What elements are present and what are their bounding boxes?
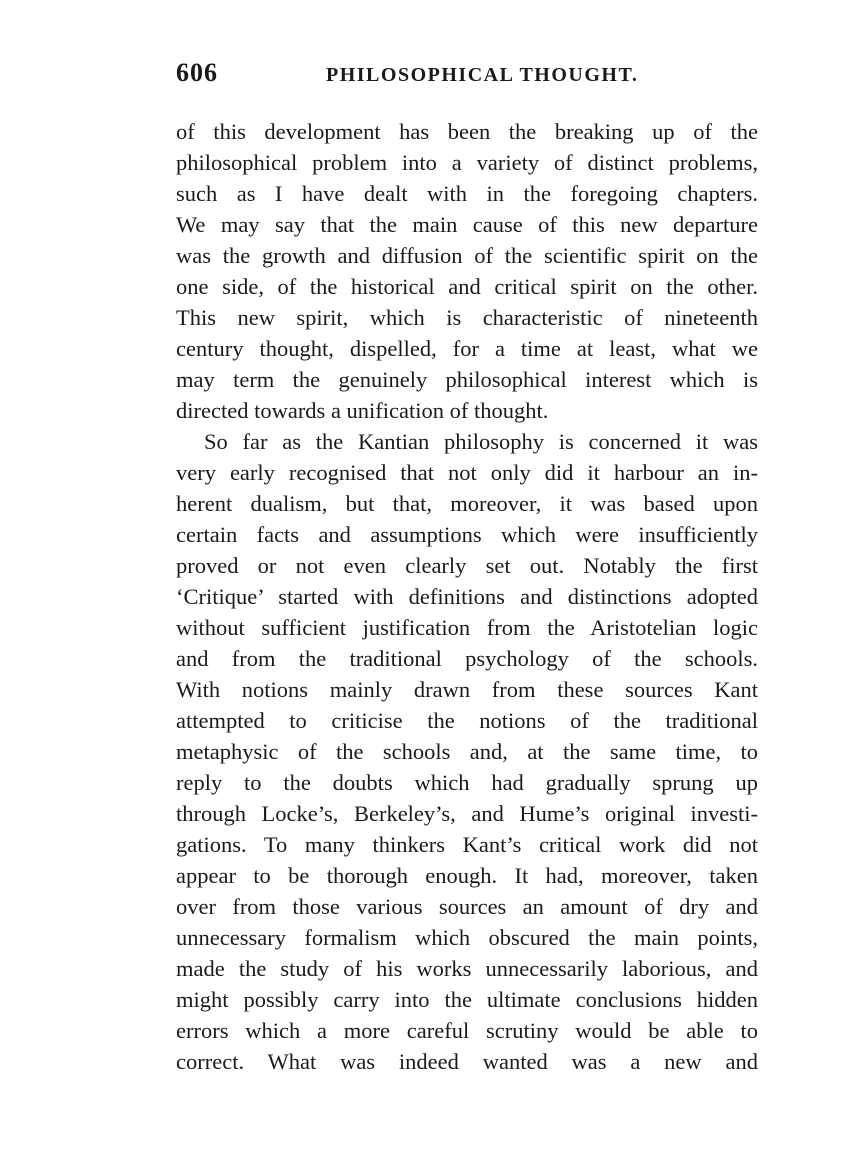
text-line: reply to the doubts which had gradually sprung up [176,770,758,795]
text-line: without sufficient justification from the Aristotelian logic [176,615,758,640]
text-line: herent dualism, but that, moreover, it was based upon [176,491,758,516]
text-line: certain facts and assumptions which were insufficiently [176,522,758,547]
text-line: over from those various sources an amount of dry and [176,894,758,919]
text-line: appear to be thorough enough. It had, moreover, taken [176,863,758,888]
running-head [176,58,758,94]
text-line: unnecessary formalism which obscured the main points, [176,925,758,950]
text-line: correct. What was indeed wanted was a new and [176,1049,758,1074]
text-line: proved or not even clearly set out. Notably the first [176,553,758,578]
text-line: With notions mainly drawn from these sources Kant [176,677,758,702]
text-line: might possibly carry into the ultimate conclusions hidden [176,987,758,1012]
text-line: and from the traditional psychology of the schools. [176,646,758,671]
text-line: metaphysic of the schools and, at the same time, to [176,739,758,764]
text-line: errors which a more careful scrutiny would be able to [176,1018,758,1043]
text-line: made the study of his works unnecessarily laborious, and [176,956,758,981]
text-line: may term the genuinely philosophical interest which is [176,367,758,392]
text-line: of this development has been the breaking up of the [176,119,758,144]
text-line: ‘Critique’ started with definitions and distinctions adopted [176,584,758,609]
paragraph-start-line: So far as the Kantian philosophy is concerned it was [204,429,758,454]
text-line: This new spirit, which is characteristic of nineteenth [176,305,758,330]
text-line: such as I have dealt with in the foregoing chapters. [176,181,758,206]
text-line: century thought, dispelled, for a time at least, what we [176,336,758,361]
body-text [176,116,758,1077]
text-line: one side, of the historical and critical spirit on the other. [176,274,758,299]
text-line: through Locke’s, Berkeley’s, and Hume’s original investi- [176,801,758,826]
running-title: PHILOSOPHICAL THOUGHT. [326,64,639,86]
page-number: 606 [176,58,218,87]
text-line: very early recognised that not only did it harbour an in- [176,460,758,485]
text-line: philosophical problem into a variety of distinct problems, [176,150,758,175]
text-line: We may say that the main cause of this new departure [176,212,758,237]
text-line: gations. To many thinkers Kant’s critical work did not [176,832,758,857]
text-line: was the growth and diffusion of the scientific spirit on the [176,243,758,268]
paragraph-end-line: directed towards a unification of thought. [176,398,549,423]
text-line: attempted to criticise the notions of the traditional [176,708,758,733]
